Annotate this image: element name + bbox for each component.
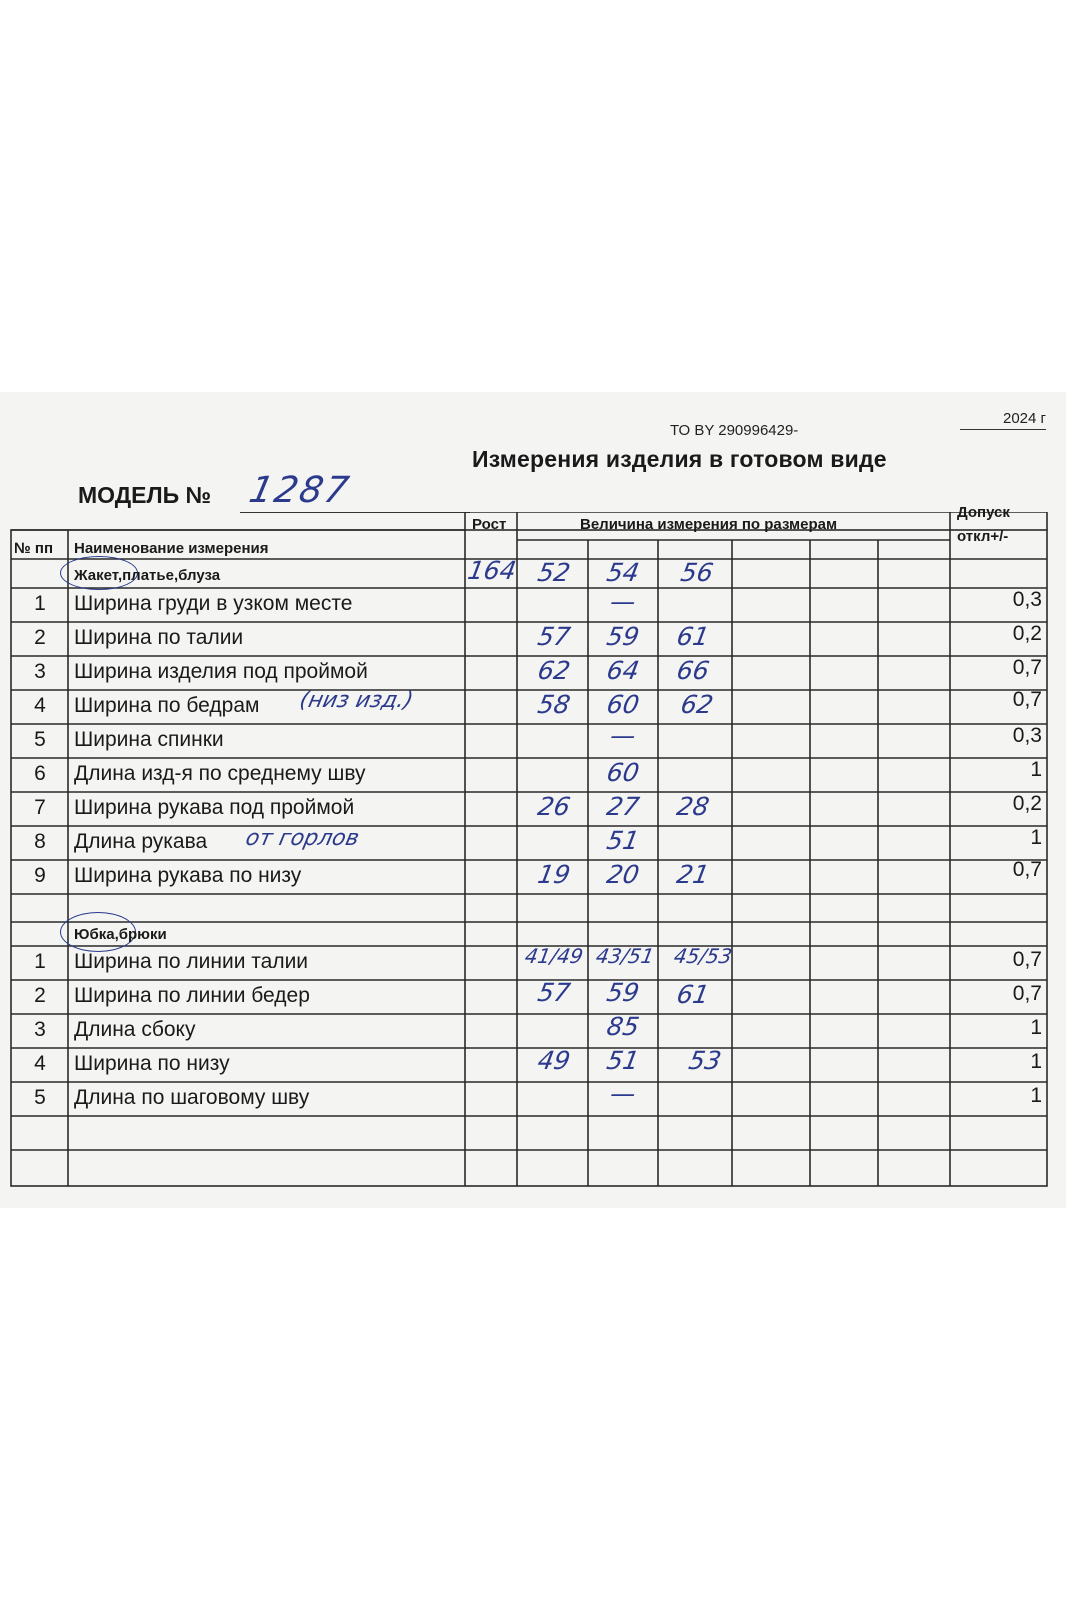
row-number: 1: [34, 950, 46, 973]
year-field: 2024 г: [960, 410, 1046, 430]
measurement-value: 59: [604, 622, 642, 651]
measurement-value: 85: [604, 1012, 642, 1041]
document-title: Измерения изделия в готовом виде: [472, 446, 887, 472]
measurement-value: 61: [674, 622, 712, 651]
measurement-value: 21: [674, 860, 712, 889]
measurement-name: Длина по шаговому шву: [74, 1086, 310, 1109]
measurement-value: 51: [604, 826, 642, 855]
measurement-value: 59: [604, 978, 642, 1007]
measurement-name: Ширина по линии бедер: [74, 984, 310, 1007]
row-number: 2: [34, 626, 46, 649]
row-number: 9: [34, 864, 46, 887]
standard-code: ТО BY 290996429-: [670, 422, 799, 439]
measurement-value: 20: [604, 860, 642, 889]
column-header-tolerance: Допуск: [957, 504, 1010, 521]
measurement-value: 64: [604, 656, 642, 685]
measurement-value: —: [607, 587, 639, 616]
measurement-value: 61: [674, 980, 712, 1009]
measurement-name: Ширина по талии: [74, 626, 244, 649]
measurement-value: 51: [604, 1046, 642, 1075]
row-number: 5: [34, 1086, 46, 1109]
measurement-value: 60: [604, 758, 642, 787]
size-value: 52: [535, 558, 573, 587]
measurement-value: 27: [604, 792, 642, 821]
measurement-name: Ширина по низу: [74, 1052, 230, 1075]
size-value: 54: [604, 558, 642, 587]
row-number: 3: [34, 1018, 46, 1041]
measurement-value: 43/51: [594, 944, 656, 968]
column-header-height: Рост: [472, 516, 507, 533]
measurement-name: Ширина по линии талии: [74, 950, 309, 973]
measurement-name: Ширина рукава по низу: [74, 864, 302, 887]
measurement-sheet: [0, 392, 1066, 1208]
row-number: 3: [34, 660, 46, 683]
handwritten-note: от горлов: [243, 826, 362, 851]
column-header-sizes: Величина измерения по размерам: [580, 516, 838, 533]
tolerance-value: 1: [1030, 758, 1042, 781]
measurement-name: Ширина изделия под проймой: [74, 660, 368, 683]
measurement-name: Длина рукава: [74, 830, 208, 853]
row-number: 7: [34, 796, 46, 819]
height-value: 164: [465, 556, 519, 585]
measurement-value: 66: [674, 656, 712, 685]
row-number: 1: [34, 592, 46, 615]
measurement-value: 19: [535, 860, 573, 889]
measurement-name: Длина изд-я по среднему шву: [74, 762, 366, 785]
tolerance-value: 0,7: [1012, 858, 1042, 881]
model-label: МОДЕЛЬ №: [78, 482, 212, 508]
measurement-value: 26: [535, 792, 573, 821]
handwritten-note: (низ изд.): [297, 688, 416, 713]
tolerance-value: 0,2: [1012, 792, 1042, 815]
row-number: 6: [34, 762, 46, 785]
row-number: 2: [34, 984, 46, 1007]
measurement-value: 57: [535, 622, 573, 651]
tolerance-value: 0,2: [1012, 622, 1042, 645]
measurement-value: 60: [604, 690, 642, 719]
tolerance-value: 1: [1030, 1084, 1042, 1107]
tolerance-value: 0,7: [1012, 948, 1042, 971]
measurement-value: 57: [535, 978, 573, 1007]
row-number: 5: [34, 728, 46, 751]
measurement-value: 41/49: [523, 944, 585, 968]
column-header-number: № пп: [14, 540, 54, 557]
section-label-jacket: Жакет,платье,блуза: [74, 567, 221, 584]
measurement-name: Ширина рукава под проймой: [74, 796, 355, 819]
row-number: 4: [34, 1052, 46, 1075]
measurement-name: Ширина спинки: [74, 728, 224, 751]
tolerance-value: 1: [1030, 826, 1042, 849]
tolerance-value: 0,3: [1012, 588, 1042, 611]
tolerance-value: 0,7: [1012, 688, 1042, 711]
tolerance-value: 0,7: [1012, 982, 1042, 1005]
measurement-value: 49: [535, 1046, 573, 1075]
measurement-value: 58: [535, 690, 573, 719]
measurement-value: —: [607, 721, 639, 750]
measurement-value: —: [607, 1079, 639, 1108]
section-label-skirt: Юбка,брюки: [74, 926, 167, 943]
measurement-table: [10, 504, 1050, 1188]
measurement-name: Длина сбоку: [74, 1018, 196, 1041]
measurement-value: 62: [535, 656, 573, 685]
model-number: 1287: [245, 470, 354, 511]
measurement-value: 28: [674, 792, 712, 821]
row-number: 8: [34, 830, 46, 853]
measurement-value: 53: [686, 1046, 724, 1075]
measurement-name: Ширина по бедрам: [74, 694, 260, 717]
column-header-tolerance-deviation: откл+/-: [957, 528, 1009, 545]
column-header-name: Наименование измерения: [74, 540, 269, 557]
measurement-name: Ширина груди в узком месте: [74, 592, 353, 615]
tolerance-value: 0,3: [1012, 724, 1042, 747]
row-number: 4: [34, 694, 46, 717]
measurement-value: 45/53: [672, 944, 734, 968]
tolerance-value: 1: [1030, 1016, 1042, 1039]
size-value: 56: [678, 558, 716, 587]
tolerance-value: 1: [1030, 1050, 1042, 1073]
measurement-value: 62: [678, 690, 716, 719]
tolerance-value: 0,7: [1012, 656, 1042, 679]
